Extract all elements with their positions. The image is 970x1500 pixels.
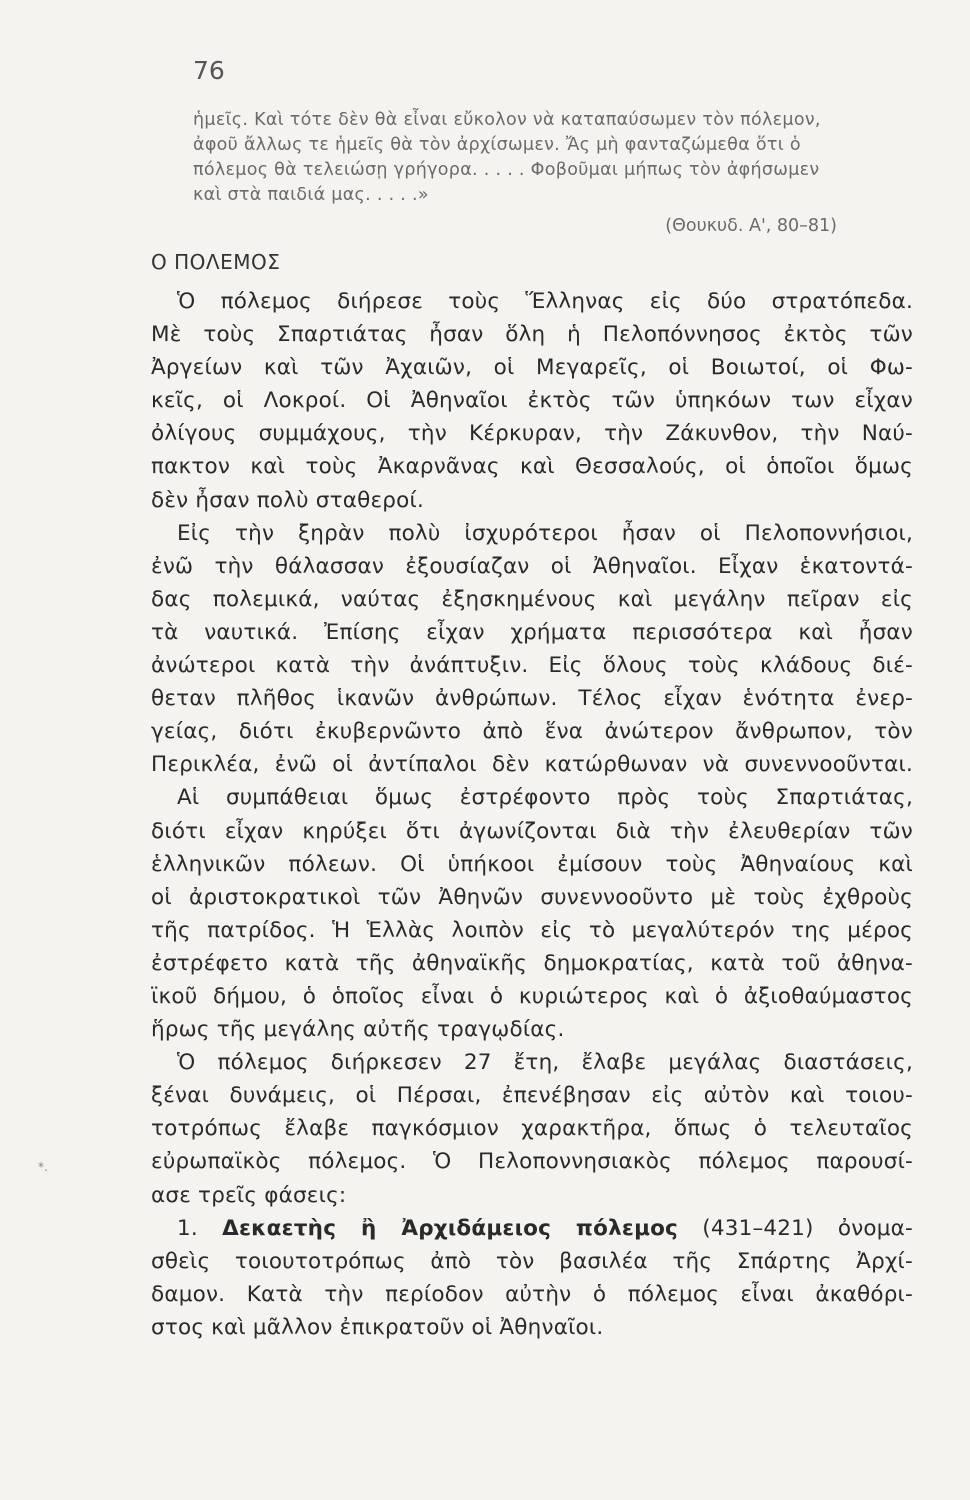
body-line: Περικλέα, ἐνῶ οἱ ἀντίπαλοι δὲν κατώρθωναν νὰ συνεννοοῦνται.	[151, 752, 913, 778]
body-line: ὀλίγους συμμάχους, τὴν Κέρκυραν, τὴν Ζάκυνθον, τὴν Ναύ-	[151, 421, 913, 447]
body-line: τῆς πατρίδος. Ἡ Ἑλλὰς λοιπὸν εἰς τὸ μεγαλύτερόν της μέρος	[151, 917, 913, 943]
quote-line: ἀφοῦ ἄλλως τε ἡμεῖς θὰ τὸν ἀρχίσωμεν. Ἄς μὴ φανταζώμεθα ὅτι ὁ	[193, 135, 801, 155]
body-line: στος καὶ μᾶλλον ἐπικρατοῦν οἱ Ἀθηναῖοι.	[151, 1314, 604, 1340]
body-line: κεῖς, οἱ Λοκροί. Οἱ Ἀθηναῖοι ἐκτὸς τῶν ὑπηκόων των εἶχαν	[151, 388, 913, 414]
body-line: ἑλληνικῶν πόλεων. Οἱ ὑπήκοοι ἐμίσουν τοὺς Ἀθηναίους καὶ	[151, 851, 913, 877]
body-line: δας πολεμικά, ναύτας ἐξησκημένους καὶ μεγάλην πεῖραν εἰς	[151, 586, 913, 612]
phase-1-title: Δεκαετὴς ἢ Ἀρχιδάμειος πόλεμος	[222, 1215, 679, 1241]
body-line: θεταν πλῆθος ἱκανῶν ἀνθρώπων. Τέλος εἶχαν ἑνότητα ἐνερ-	[151, 686, 913, 712]
phase-1-dates: (431–421)	[702, 1215, 814, 1241]
body-line: σθεὶς τοιουτοτρόπως ἀπὸ τὸν βασιλέα τῆς Σπάρτης Ἀρχί-	[151, 1248, 913, 1274]
page-number: 76	[193, 56, 225, 85]
body-line: εὐρωπαϊκὸς πόλεμος. Ὁ Πελοποννησιακὸς πόλεμος παρουσί-	[151, 1149, 913, 1175]
body-line: ἐστρέφετο κατὰ τῆς ἀθηναϊκῆς δημοκρατίας, κατὰ τοῦ ἀθηνα-	[151, 950, 913, 976]
body-line: ἐνῶ τὴν θάλασσαν ἐξουσίαζαν οἱ Ἀθηναῖοι. Εἶχαν ἑκατοντά-	[151, 553, 913, 579]
body-line: τοτρόπως ἔλαβε παγκόσμιον χαρακτῆρα, ὅπως ὁ τελευταῖος	[151, 1116, 913, 1142]
body-line: οἱ ἀριστοκρατικοὶ τῶν Ἀθηνῶν συνεννοοῦντο μὲ τοὺς ἐχθροὺς	[151, 884, 913, 910]
quote-line: καὶ στὰ παιδιά μας. . . . .»	[193, 185, 429, 205]
body-line: ϊκοῦ δήμου, ὁ ὁποῖος εἶναι ὁ κυριώτερος καὶ ὁ ἀξιοθαύμαστος	[151, 983, 913, 1009]
quote-citation: (Θουκυδ. Α', 80–81)	[665, 216, 837, 236]
quote-line: ἡμεῖς. Καὶ τότε δὲν θὰ εἶναι εὔκολον νὰ καταπαύσωμεν τὸν πόλεμον,	[193, 110, 821, 130]
body-line: τὰ ναυτικά. Ἐπίσης εἶχαν χρήματα περισσότερα καὶ ἦσαν	[151, 619, 913, 645]
body-line: δὲν ἦσαν πολὺ σταθεροί.	[151, 487, 425, 513]
quote-block	[193, 108, 913, 208]
body-line: Αἱ συμπάθειαι ὅμως ἐστρέφοντο πρὸς τοὺς Σπαρτιάτας,	[177, 785, 913, 811]
stray-mark: *.	[38, 1160, 48, 1174]
body-line: Ἀργείων καὶ τῶν Ἀχαιῶν, οἱ Μεγαρεῖς, οἱ Βοιωτοί, οἱ Φω-	[151, 355, 913, 381]
body-line: ἥρως τῆς μεγάλης αὐτῆς τραγῳδίας.	[151, 1017, 565, 1043]
body-line: Ὁ πόλεμος διήρκεσεν 27 ἔτη, ἔλαβε μεγάλας διαστάσεις,	[177, 1050, 913, 1076]
body-line: δαμον. Κατὰ τὴν περίοδον αὐτὴν ὁ πόλεμος εἶναι ἀκαθόρι-	[151, 1281, 913, 1307]
body-line: Εἰς τὴν ξηρὰν πολὺ ἰσχυρότεροι ἦσαν οἱ Πελοποννήσιοι,	[177, 520, 913, 546]
body-line: Μὲ τοὺς Σπαρτιάτας ἦσαν ὅλη ἡ Πελοπόννησος ἐκτὸς τῶν	[151, 322, 913, 348]
section-heading: Ο ΠΟΛΕΜΟΣ	[151, 250, 281, 274]
body-line: ασε τρεῖς φάσεις:	[151, 1182, 347, 1208]
quote-line: πόλεμος θὰ τελειώσῃ γρήγορα. . . . . Φοβοῦμαι μήπως τὸν ἀφήσωμεν	[193, 160, 820, 180]
phase-1-number: 1.	[177, 1215, 198, 1241]
body-line: ὀνομα-	[837, 1215, 913, 1241]
body-line: ξέναι δυνάμεις, οἱ Πέρσαι, ἐπενέβησαν εἰς αὐτὸν καὶ τοιου-	[151, 1083, 913, 1109]
body-line: διότι εἶχαν κηρύξει ὅτι ἀγωνίζονται διὰ τὴν ἐλευθερίαν τῶν	[151, 818, 913, 844]
body-line: Ὁ πόλεμος διήρεσε τοὺς Ἕλληνας εἰς δύο στρατόπεδα.	[177, 289, 913, 314]
body-text	[151, 285, 913, 1344]
body-line: πακτον καὶ τοὺς Ἀκαρνᾶνας καὶ Θεσσαλούς, οἱ ὁποῖοι ὅμως	[151, 454, 913, 480]
phase-1-line	[151, 1212, 913, 1245]
body-line: γείας, διότι ἐκυβερνῶντο ἀπὸ ἕνα ἀνώτερον ἄνθρωπον, τὸν	[151, 719, 913, 745]
body-line: ἀνώτεροι κατὰ τὴν ἀνάπτυξιν. Εἰς ὅλους τοὺς κλάδους διέ-	[151, 653, 913, 679]
